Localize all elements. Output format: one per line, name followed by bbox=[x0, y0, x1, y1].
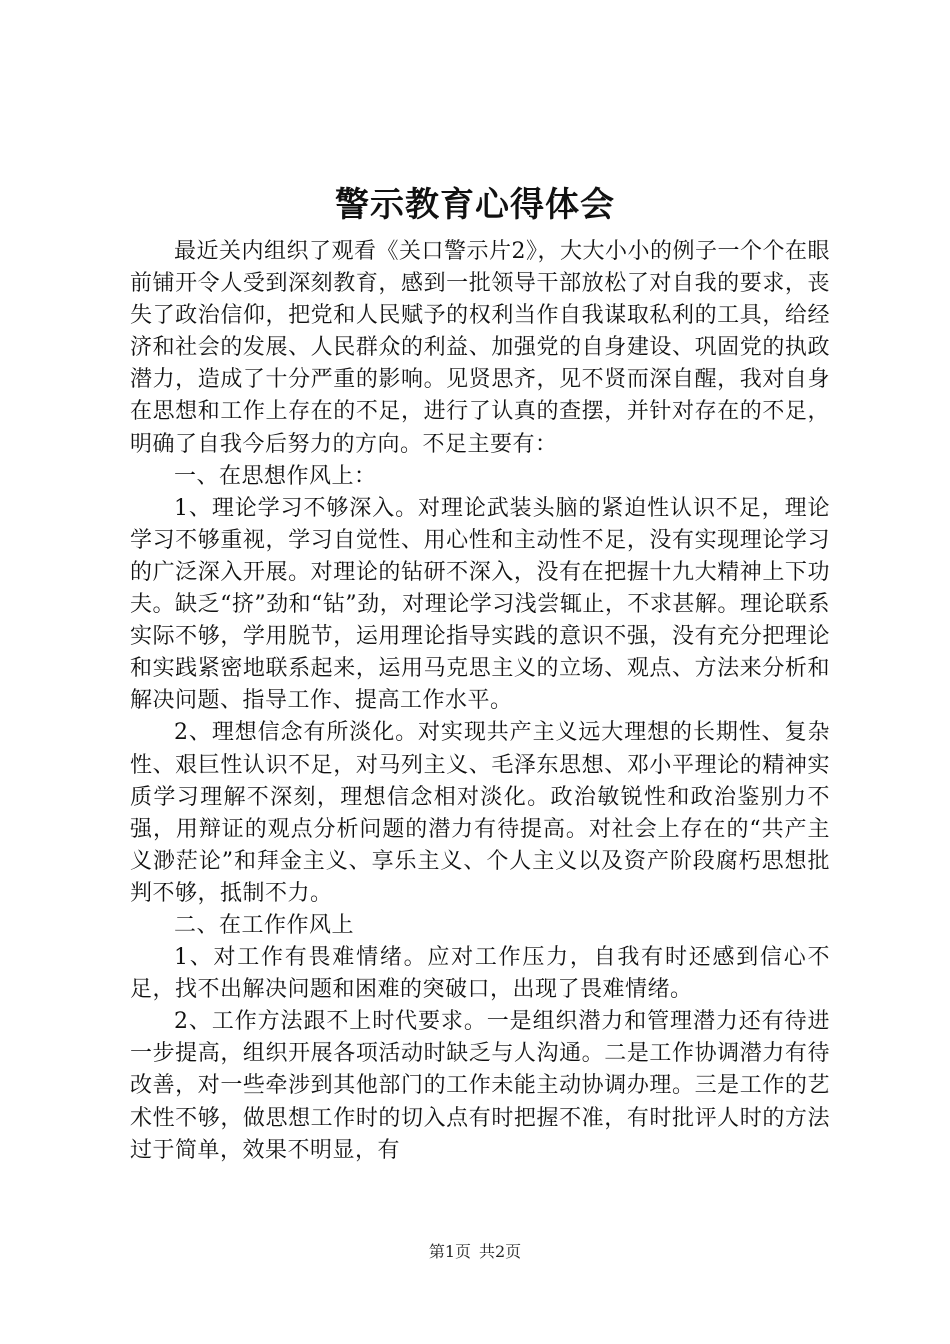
paragraph-work-method: 2、工作方法跟不上时代要求。一是组织潜力和管理潜力还有待进一步提高，组织开展各项活动时缺乏与人沟通。二是工作协调潜力有待改善，对一些牵涉到其他部门的工作未能主动协调办理。三是工作的艺术性不够，做思想工作时的切入点有时把握不准，有时批评人时的方法过于简单，效果不明显，有 bbox=[130, 1009, 830, 1163]
paragraph-theory-study: 1、理论学习不够深入。对理论武装头脑的紧迫性认识不足，理论学习不够重视，学习自觉性、用心性和主动性不足，没有实现理论学习的广泛深入开展。对理论的钻研不深入，没有在把握十九大精神上下功夫。缺乏“挤”劲和“钻”劲，对理论学习浅尝辄止，不求甚解。理论联系实际不够，学用脱节，运用理论指导实践的意识不强，没有充分把理论和实践紧密地联系起来，运用马克思主义的立场、观点、方法来分析和解决问题、指导工作、提高工作水平。 bbox=[130, 495, 830, 714]
document-title: 警示教育心得体会 bbox=[335, 185, 615, 225]
paragraph-fear-difficulty: 1、对工作有畏难情绪。应对工作压力，自我有时还感到信心不足，找不出解决问题和困难的突破口，出现了畏难情绪。 bbox=[130, 945, 830, 1003]
page-number: 第1页 bbox=[428, 1242, 471, 1261]
heading-work-style: 二、在工作作风上 bbox=[174, 912, 355, 938]
page-footer bbox=[0, 1242, 950, 1262]
heading-thought-style: 一、在思想作风上： bbox=[174, 463, 377, 489]
page-total: 共2页 bbox=[479, 1242, 522, 1261]
document-body bbox=[130, 236, 830, 1167]
paragraph-ideals-faith: 2、理想信念有所淡化。对实现共产主义远大理想的长期性、复杂性、艰巨性认识不足，对马列主义、毛泽东思想、邓小平理论的精神实质学习理解不深刻，理想信念相对淡化。政治敏锐性和政治鉴别力不强，用辩证的观点分析问题的潜力有待提高。对社会上存在的“共产主义渺茫论”和拜金主义、享乐主义、个人主义以及资产阶段腐朽思想批判不够，抵制不力。 bbox=[130, 720, 830, 906]
paragraph-intro: 最近关内组织了观看《关口警示片2》，大大小小的例子一个个在眼前铺开令人受到深刻教育，感到一批领导干部放松了对自我的要求，丧失了政治信仰，把党和人民赋予的权利当作自我谋取私利的工具，给经济和社会的发展、人民群众的利益、加强党的自身建设、巩固党的执政潜力，造成了十分严重的影响。见贤思齐，见不贤而深自醒，我对自身在思想和工作上存在的不足，进行了认真的查摆，并针对存在的不足，明确了自我今后努力的方向。不足主要有： bbox=[130, 239, 830, 457]
